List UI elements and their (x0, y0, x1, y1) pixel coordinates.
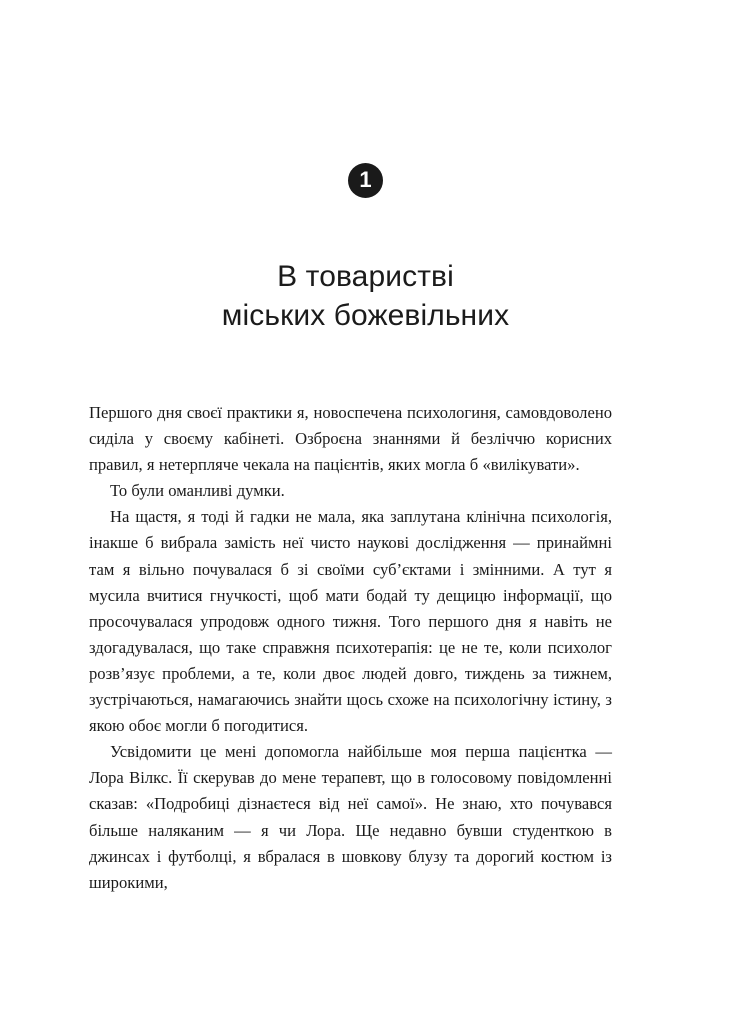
body-paragraph: Усвідомити це мені допомогла найбільше моя перша пацієнтка — Лора Вілкс. Її скерував до мене терапевт, що в голосовому повідомленні сказав: «Подробиці дізнаєтеся від неї самої». Не знаю, хто почувався більше наляканим — я чи Лора. Ще недавно бувши студенткою в джинсах і футболці, я вбралася в шовкову блузу та дорогий костюм із широкими, (89, 742, 612, 892)
chapter-number-label: 1 (359, 166, 372, 192)
body-text-column (89, 400, 612, 896)
body-paragraph: На щастя, я тоді й гадки не мала, яка заплутана клінічна психологія, інакше б вибрала замість неї чисто наукові дослідження — принаймні там я вільно почувалася б зі своїми суб’єктами і змінними. А тут я мусила вчитися гнучкості, щоб мати бодай ту дещицю інформації, що просочувалася упродовж одного тижня. Того першого дня я навіть не здогадувалася, що таке справжня психотерапія: це не те, коли психолог розв’язує проблеми, а те, коли двоє людей довго, тиждень за тижнем, зустрічаються, намагаючись знайти щось схоже на психологічну істину, з якою обоє могли б погодитися. (89, 507, 612, 736)
body-paragraph: То були оманливі думки. (110, 481, 285, 501)
chapter-title-line-2: міських божевільних (221, 299, 510, 333)
chapter-number-circle-icon (348, 163, 383, 198)
body-paragraph: Першого дня своєї практики я, новоспечена психологиня, самовдоволено сиділа у своєму кабінеті. Озброєна знаннями й безліччю корисних правил, я нетерпляче чекала на пацієнтів, яких могла б «вилікувати». (89, 403, 612, 475)
chapter-number-badge-container (0, 163, 731, 198)
chapter-title-line-1: В товаристві (277, 260, 454, 294)
chapter-title (0, 257, 731, 335)
